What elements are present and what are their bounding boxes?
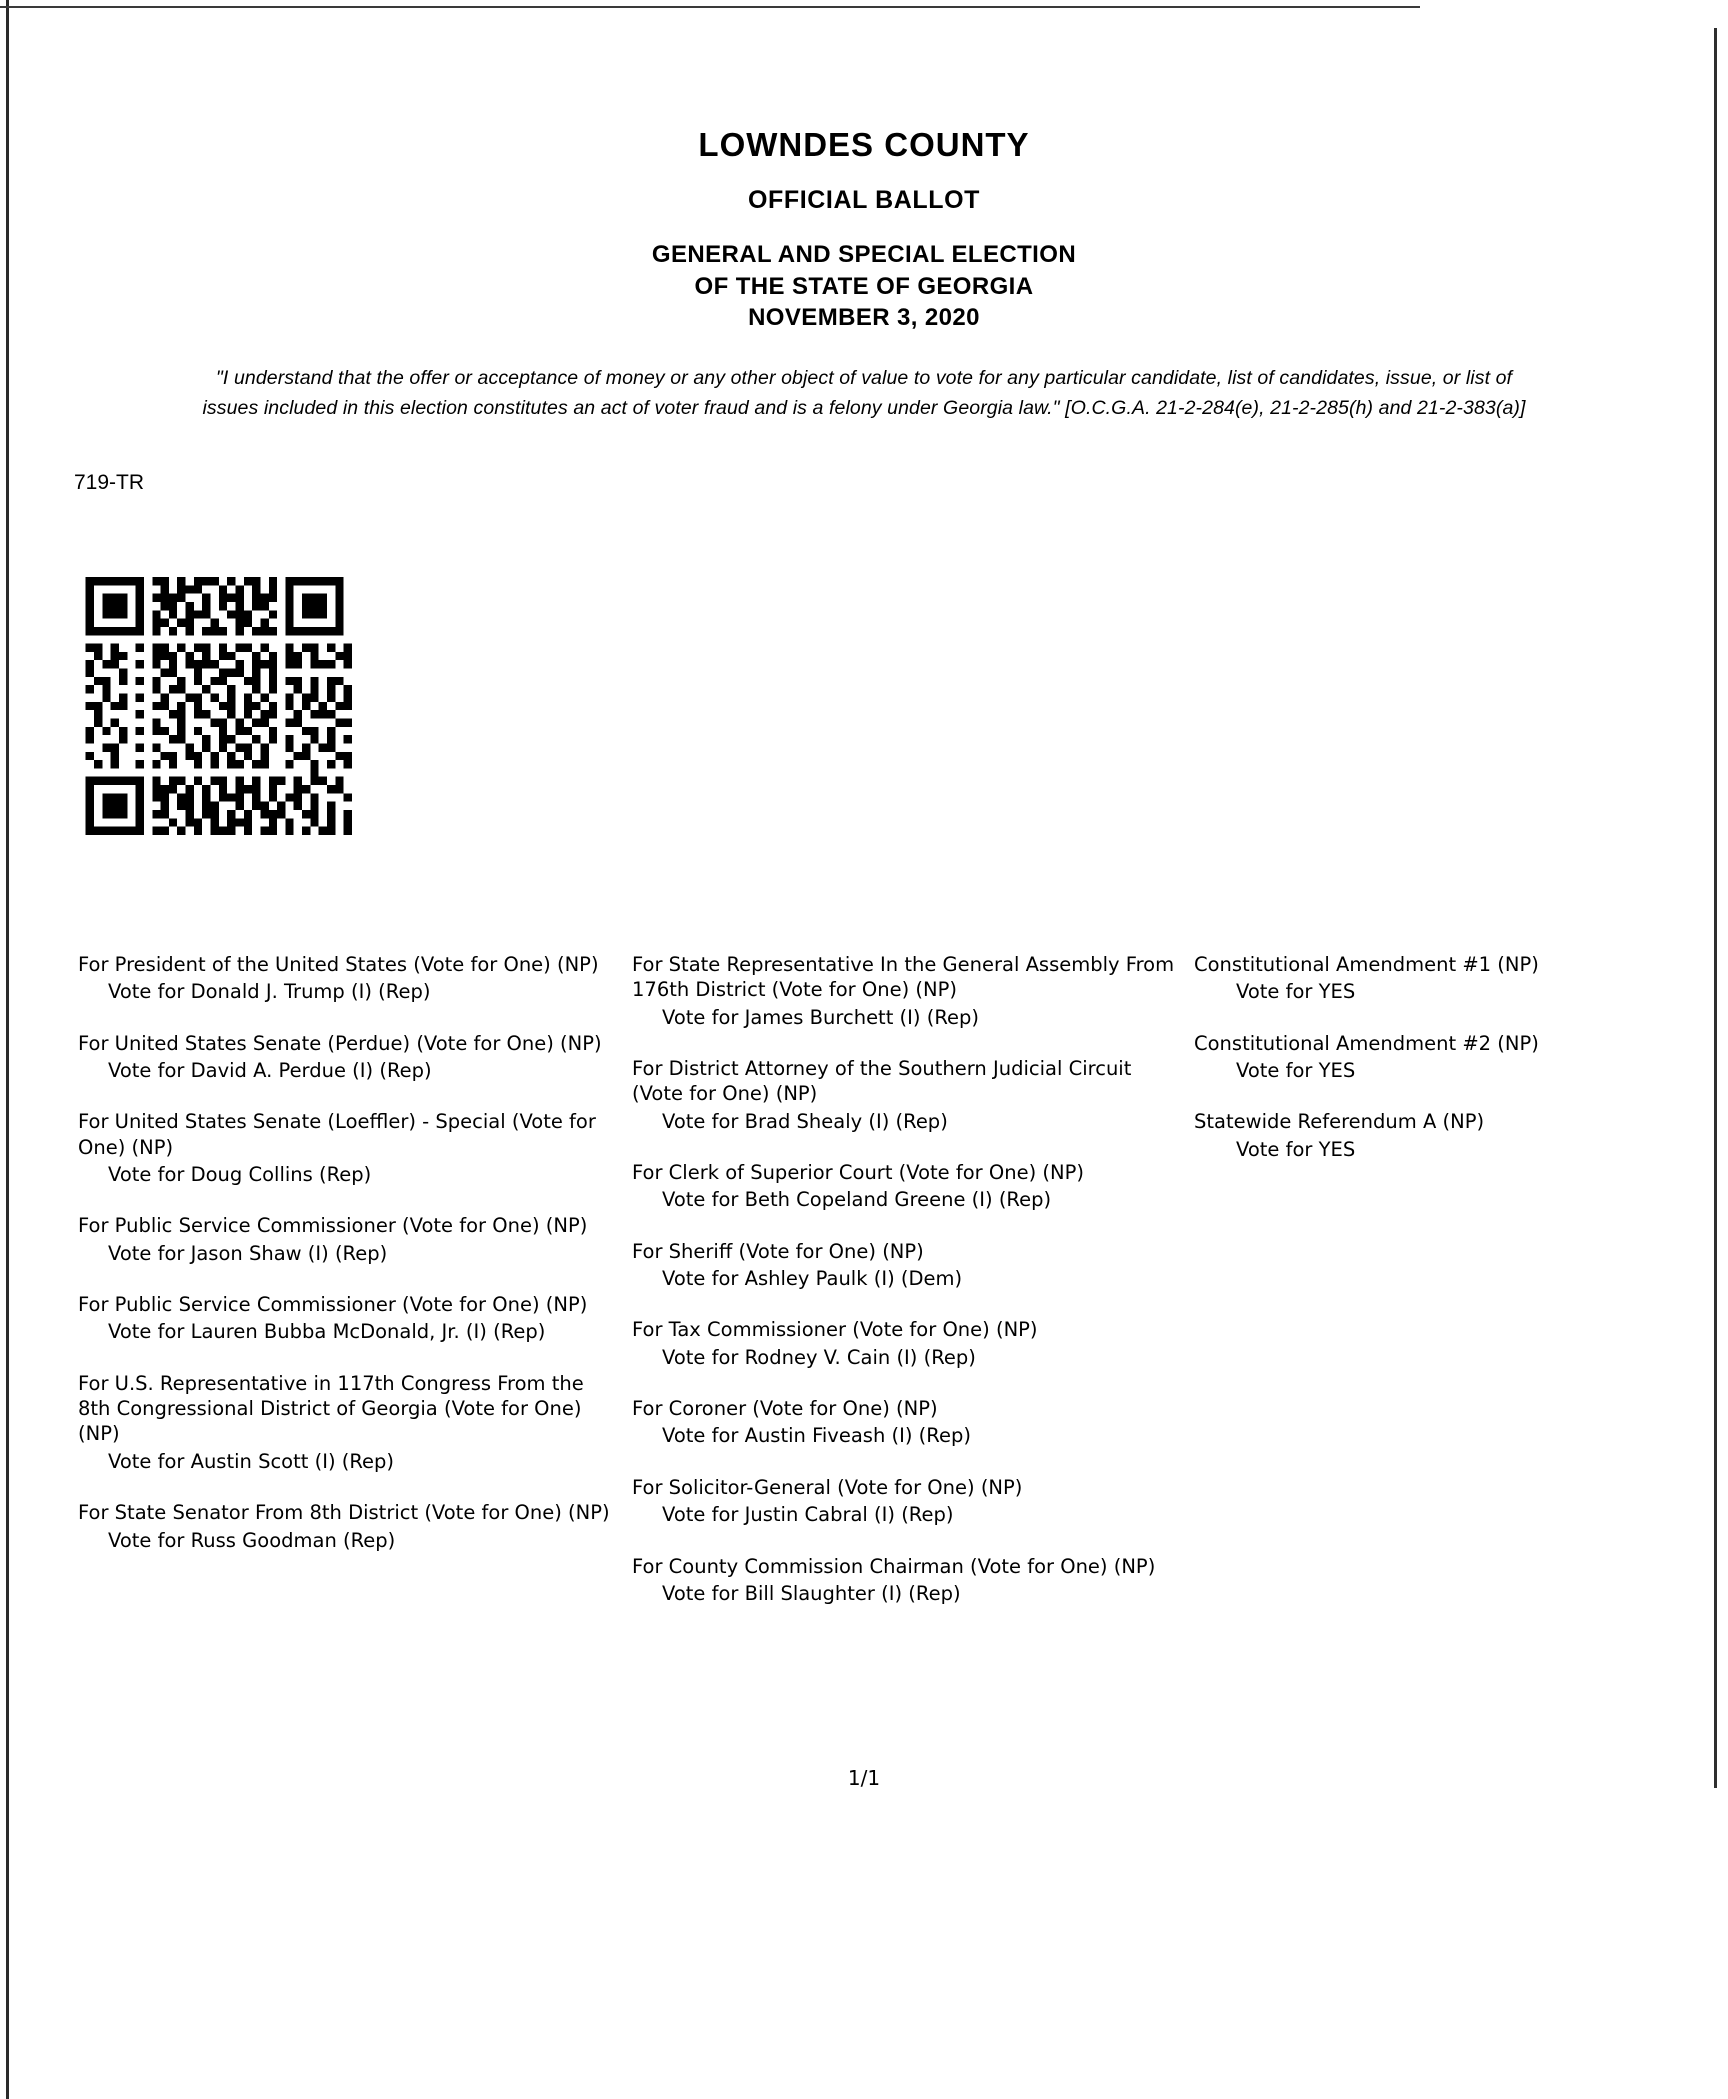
- selected-choice: Vote for YES: [1236, 1137, 1356, 1161]
- office-title: [78, 1109, 618, 1160]
- voter-fraud-notice: "I understand that the offer or acceptance of money or any other object of value to vote for any particular candidate, list of candidates, issue, or list of issues included in this election constitutes an act of voter fraud and is a felony under Georgia law." [O.C.G.A. 21-2-284(e), 21-2-285(h) and 21-2-383(a)]: [202, 367, 1526, 419]
- election-heading: [0, 239, 1728, 334]
- selected-choice: Vote for James Burchett (I) (Rep): [662, 1005, 979, 1029]
- election-name: GENERAL AND SPECIAL ELECTION: [651, 241, 1077, 268]
- selected-choice: Vote for Doug Collins (Rep): [108, 1163, 372, 1187]
- election-date: NOVEMBER 3, 2020: [748, 304, 980, 332]
- office-title-text: For U.S. Representative in 117th Congress From the 8th Congressional District of Georgia (Vote for One) (NP): [78, 1371, 584, 1446]
- selected-choice: Vote for Russ Goodman (Rep): [108, 1528, 396, 1552]
- office-title-text: For District Attorney of the Southern Judicial Circuit (Vote for One) (NP): [632, 1057, 1132, 1106]
- office-title-text: For United States Senate (Loeffler) - Special (Vote for One) (NP): [78, 1110, 596, 1159]
- office-title-text: For County Commission Chairman (Vote for One) (NP): [632, 1554, 1156, 1578]
- contest-constitutional-amendment-1: [1194, 952, 1674, 1005]
- office-title: [632, 1396, 1177, 1421]
- office-title-text: For State Representative In the General Assembly From 176th District (Vote for One) (NP): [632, 953, 1175, 1002]
- selected-choice: Vote for YES: [1236, 980, 1356, 1004]
- office-title: [1194, 952, 1674, 977]
- office-title: [632, 1056, 1177, 1107]
- office-title-text: For Clerk of Superior Court (Vote for One) (NP): [632, 1161, 1084, 1185]
- contest-president: [78, 952, 618, 1005]
- office-title: [78, 952, 618, 977]
- office-title-text: For Tax Commissioner (Vote for One) (NP): [632, 1318, 1038, 1342]
- office-title: [78, 1500, 618, 1525]
- election-state: OF THE STATE OF GEORGIA: [694, 272, 1034, 300]
- selected-choice: Vote for Austin Fiveash (I) (Rep): [662, 1424, 971, 1448]
- contest-tax-commissioner: [632, 1317, 1177, 1370]
- office-title-text: For Solicitor-General (Vote for One) (NP): [632, 1475, 1023, 1499]
- selected-choice: Vote for David A. Perdue (I) (Rep): [108, 1059, 432, 1083]
- contest-clerk-superior-court: [632, 1160, 1177, 1213]
- page-title: LOWNDES COUNTY: [698, 126, 1030, 163]
- selected-choice: Vote for Brad Shealy (I) (Rep): [662, 1109, 948, 1133]
- office-title: [632, 1317, 1177, 1342]
- selected-choice: Vote for Beth Copeland Greene (I) (Rep): [662, 1188, 1052, 1212]
- selected-choice: Vote for Justin Cabral (I) (Rep): [662, 1503, 954, 1527]
- selected-choice: Vote for Rodney V. Cain (I) (Rep): [662, 1345, 976, 1369]
- page-number: 1/1: [847, 1766, 881, 1790]
- contest-state-representative: [632, 952, 1177, 1030]
- office-title: [632, 952, 1177, 1003]
- office-title: [78, 1371, 618, 1447]
- office-title: [632, 1475, 1177, 1500]
- office-title: [632, 1239, 1177, 1264]
- office-title-text: For State Senator From 8th District (Vote for One) (NP): [78, 1501, 610, 1525]
- contest-statewide-referendum-a: [1194, 1109, 1674, 1162]
- office-title: [1194, 1031, 1674, 1056]
- contest-district-attorney: [632, 1056, 1177, 1134]
- office-title-text: For Sheriff (Vote for One) (NP): [632, 1239, 924, 1263]
- contest-county-commission-chairman: [632, 1554, 1177, 1607]
- office-title: [78, 1292, 618, 1317]
- contest-us-representative: [78, 1371, 618, 1474]
- office-title-text: For United States Senate (Perdue) (Vote for One) (NP): [78, 1031, 602, 1055]
- office-title: [78, 1213, 618, 1238]
- office-title: [632, 1554, 1177, 1579]
- contest-column-2: [632, 952, 1177, 1606]
- contest-constitutional-amendment-2: [1194, 1031, 1674, 1084]
- contest-sheriff: [632, 1239, 1177, 1292]
- contest-columns: [0, 952, 1728, 1606]
- office-title: [632, 1160, 1177, 1185]
- contest-state-senator: [78, 1500, 618, 1553]
- office-title-text: For Coroner (Vote for One) (NP): [632, 1397, 938, 1421]
- selected-choice: Vote for Jason Shaw (I) (Rep): [108, 1241, 388, 1265]
- ballot-subtitle: OFFICIAL BALLOT: [747, 186, 981, 214]
- office-title-text: For President of the United States (Vote for One) (NP): [78, 953, 599, 976]
- contest-column-1: [78, 952, 618, 1553]
- qr-code-icon: [84, 577, 362, 835]
- ballot-style-id: 719-TR: [74, 471, 145, 495]
- selected-choice: Vote for Bill Slaughter (I) (Rep): [662, 1581, 961, 1605]
- selected-choice: Vote for Lauren Bubba McDonald, Jr. (I) (Rep): [108, 1320, 546, 1344]
- contest-solicitor-general: [632, 1475, 1177, 1528]
- office-title: [1194, 1109, 1674, 1134]
- selected-choice: Vote for YES: [1236, 1059, 1356, 1083]
- contest-psc-mcdonald: [78, 1292, 618, 1345]
- selected-choice: Vote for Austin Scott (I) (Rep): [108, 1449, 395, 1473]
- contest-psc-shaw: [78, 1213, 618, 1266]
- office-title-text: Constitutional Amendment #2 (NP): [1194, 1031, 1539, 1055]
- office-title-text: Constitutional Amendment #1 (NP): [1194, 953, 1539, 976]
- selected-choice: Vote for Donald J. Trump (I) (Rep): [108, 980, 431, 1004]
- office-title-text: For Public Service Commissioner (Vote for One) (NP): [78, 1293, 588, 1317]
- selected-choice: Vote for Ashley Paulk (I) (Dem): [662, 1267, 963, 1291]
- office-title-text: For Public Service Commissioner (Vote for One) (NP): [78, 1214, 588, 1238]
- office-title: [78, 1031, 618, 1056]
- contest-us-senate-perdue: [78, 1031, 618, 1084]
- contest-us-senate-loeffler: [78, 1109, 618, 1187]
- office-title-text: Statewide Referendum A (NP): [1194, 1110, 1485, 1134]
- contest-column-3: [1194, 952, 1674, 1162]
- contest-coroner: [632, 1396, 1177, 1449]
